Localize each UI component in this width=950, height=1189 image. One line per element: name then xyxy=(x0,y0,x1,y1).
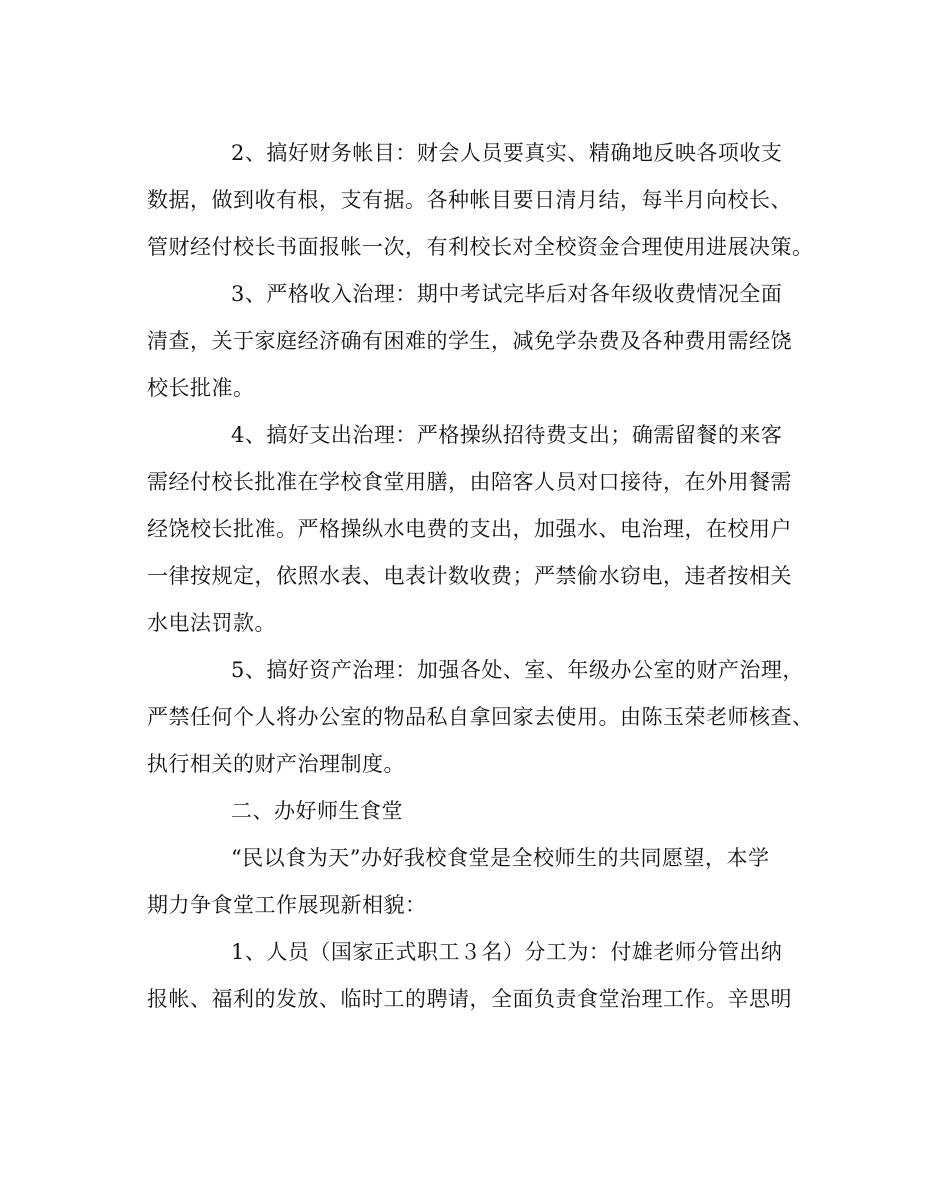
paragraph-line: 经饶校长批准。严格操纵水电费的支出，加强水、电治理，在校用户 xyxy=(147,517,792,541)
paragraph-line: 需经付校长批准在学校食堂用膳，由陪客人员对口接待，在外用餐需 xyxy=(147,470,792,494)
paragraph-line: 2、搞好财务帐目：财会人员要真实、精确地反映各项收支 xyxy=(231,141,783,165)
document-body xyxy=(147,130,817,1023)
paragraph-line: 3、严格收入治理：期中考试完毕后对各年级收费情况全面 xyxy=(231,282,783,306)
paragraph-line: 执行相关的财产治理制度。 xyxy=(147,752,405,776)
paragraph-line: 严禁任何个人将办公室的物品私自拿回家去使用。由陈玉荣老师核查、 xyxy=(147,705,814,729)
paragraph-line: 数据，做到收有根，支有据。各种帐目要日清月结，每半月向校长、 xyxy=(147,188,792,212)
paragraph-line: 管财经付校长书面报帐一次，有利校长对全校资金合理使用进展决策。 xyxy=(147,235,814,259)
paragraph-line: 5、搞好资产治理：加强各处、室、年级办公室的财产治理， xyxy=(231,658,804,682)
paragraph-line: 4、搞好支出治理：严格操纵招待费支出；确需留餐的来客 xyxy=(231,423,783,447)
paragraph-line: 水电法罚款。 xyxy=(147,611,276,635)
paragraph-line: 1、人员（国家正式职工３名）分工为：付雄老师分管出纳 xyxy=(231,940,783,964)
paragraph-line: 校长批准。 xyxy=(147,376,255,400)
paragraph-line: 一律按规定，依照水表、电表计数收费；严禁偷水窃电，违者按相关 xyxy=(147,564,792,588)
paragraph-line: “民以食为天”办好我校食堂是全校师生的共同愿望，本学 xyxy=(231,846,770,870)
paragraph-line: 报帐、福利的发放、临时工的聘请，全面负责食堂治理工作。辛思明 xyxy=(147,987,792,1011)
paragraph-line: 期力争食堂工作展现新相貌： xyxy=(147,893,427,917)
paragraph-line: 清查，关于家庭经济确有困难的学生，减免学杂费及各种费用需经饶 xyxy=(147,329,792,353)
section-heading: 二、办好师生食堂 xyxy=(231,799,403,823)
